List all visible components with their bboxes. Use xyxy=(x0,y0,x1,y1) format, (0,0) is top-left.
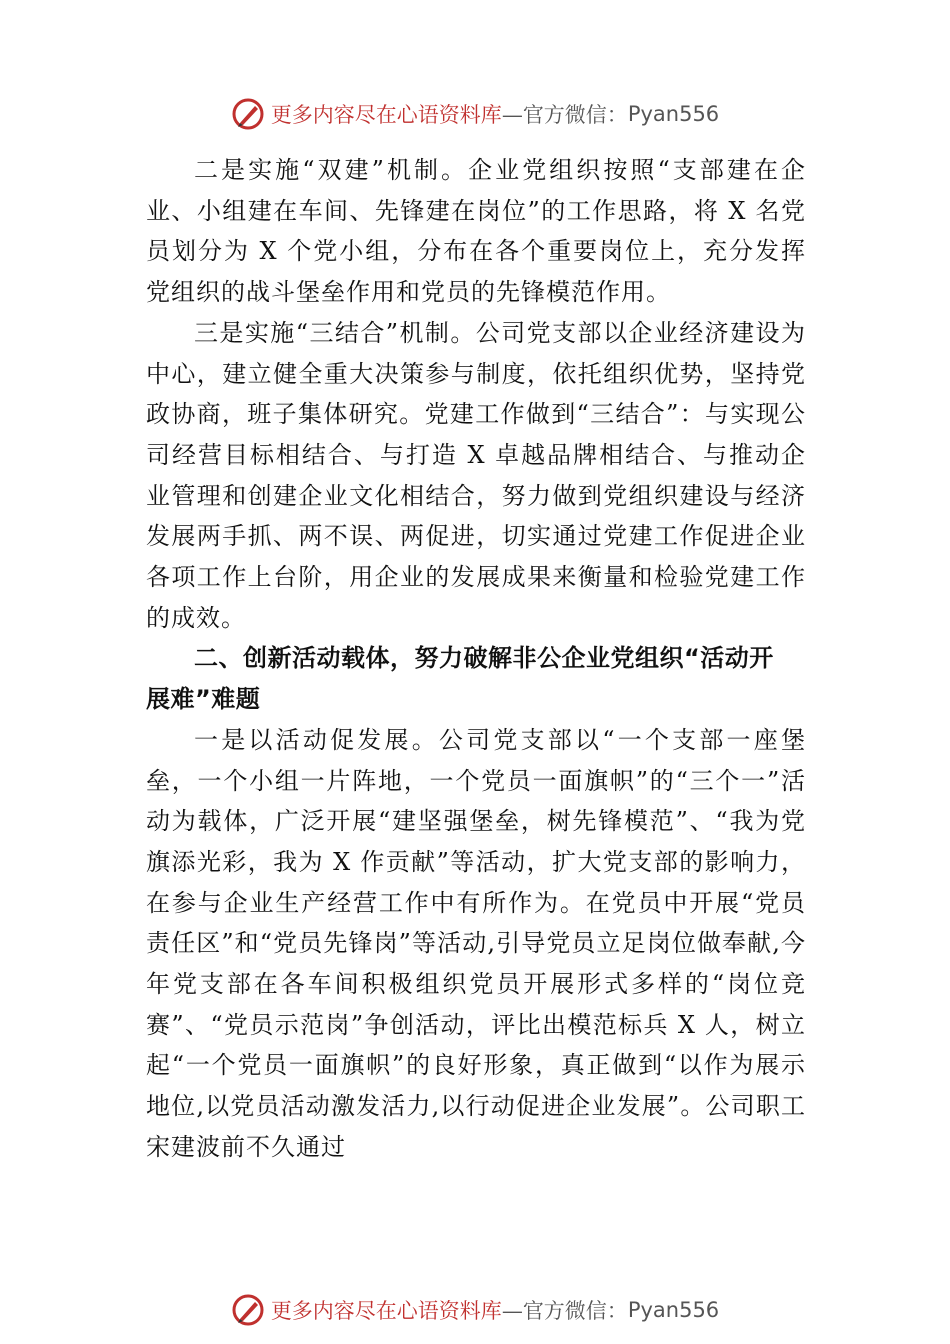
paragraph-activity-development: 一是以活动促发展。公司党支部以“一个支部一座堡垒，一个小组一片阵地，一个党员一面旗帜”的“三个一”活动为载体，广泛开展“建坚强堡垒，树先锋模范”、“我为党旗添光彩，我为 X 作贡献”等活动，扩大党支部的影响力，在参与企业生产经营工作中有所作为。在党员中开展“党员责任区”和“党员先锋岗”等活动,引导党员立足岗位做奉献,今年党支部在各车间积极组织党员开展形式多样的“岗位竞赛”、“党员示范岗”争创活动，评比出模范标兵 X 人，树立起“一个党员一面旗帜”的良好形象，真正做到“以作为展示地位,以党员活动激发活力,以行动促进企业发展”。公司职工宋建波前不久通过 xyxy=(146,725,806,1161)
watermark-main-text: 更多内容尽在心语资料库 xyxy=(270,103,502,127)
paragraph-double-build: 二是实施“双建”机制。企业党组织按照“支部建在企业、小组建在车间、先锋建在岗位”的工作思路，将 X 名党员划分为 X 个党小组，分布在各个重要岗位上，充分发挥党组织的战斗堡垒作用和党员的先锋模范作用。 xyxy=(146,156,806,307)
watermark-dash-text: —官方微信： xyxy=(501,1299,628,1323)
watermark-wechat-id: Pyan556 xyxy=(627,1298,720,1322)
paragraph-three-combination: 三是实施“三结合”机制。公司党支部以企业经济建设为中心，建立健全重大决策参与制度，依托组织优势，坚持党政协商，班子集体研究。党建工作做到“三结合”：与实现公司经营目标相结合、与打造 X 卓越品牌相结合、与推动企业管理和创建企业文化相结合，努力做到党组织建设与经济发展两手抓、两不误、两促进，切实通过党建工作促进企业各项工作上台阶，用企业的发展成果来衡量和检验党建工作的成效。 xyxy=(146,318,806,632)
pen-logo-icon xyxy=(231,1293,265,1327)
section-heading: 二、创新活动载体，努力破解非公企业党组织“活动开 展难”难题 xyxy=(146,644,774,714)
footer-watermark xyxy=(0,1290,950,1330)
pen-logo-icon xyxy=(231,97,265,131)
watermark-main-text: 更多内容尽在心语资料库 xyxy=(270,1299,502,1323)
header-watermark xyxy=(0,94,950,134)
watermark-wechat-id: Pyan556 xyxy=(627,102,720,126)
watermark-dash-text: —官方微信： xyxy=(501,103,628,127)
document-body xyxy=(146,150,806,1168)
